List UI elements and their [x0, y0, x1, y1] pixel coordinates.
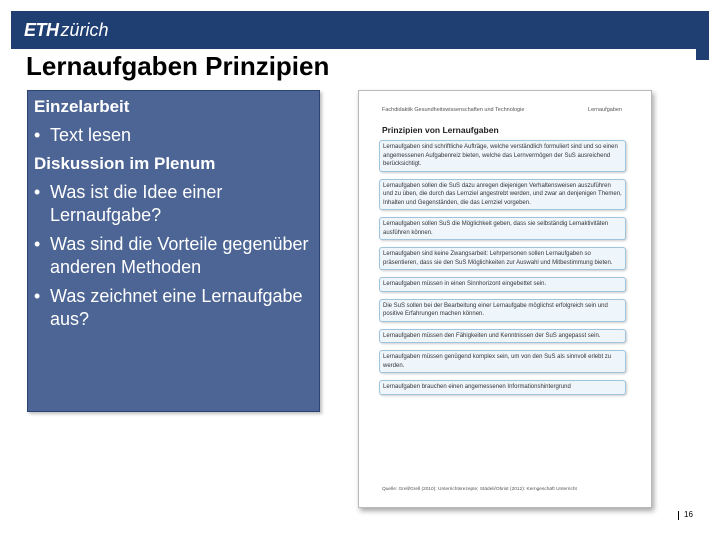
document-header-right: Lernaufgaben [588, 107, 622, 113]
principle-box: Lernaufgaben sind schriftliche Aufträge, welche verständlich formuliert sind und so einen angemessenen Aufgabenreiz bieten, welche das Lernvermögen der SuS ausreichend berücksichtigt. [379, 140, 626, 172]
principle-box: Lernaufgaben brauchen einen angemessenen Informationshintergrund [379, 380, 626, 395]
principle-box: Lernaufgaben sollen SuS die Möglichkeit geben, dass sie selbständig Lernaktivitäten ausführen können. [379, 217, 626, 240]
logo-eth-text: ETH [24, 20, 59, 40]
logo-zurich-text: zürich [60, 20, 109, 40]
principle-box: Lernaufgaben müssen den Fähigkeiten und Kenntnissen der SuS angepasst sein. [379, 329, 626, 344]
list-einzelarbeit [34, 124, 313, 147]
document-image [358, 90, 652, 508]
list-diskussion [34, 181, 313, 331]
principle-box: Lernaufgaben müssen genügend komplex sein, um von den SuS als sinnvoll erlebt zu werden. [379, 350, 626, 373]
list-item [34, 181, 313, 227]
page-number: 16 [684, 510, 693, 519]
list-item-text: Was zeichnet eine Lernaufgabe aus? [50, 286, 303, 329]
principle-box: Lernaufgaben müssen in einen Sinnhorizont eingebettet sein. [379, 277, 626, 292]
list-item-text: Was sind die Vorteile gegenüber anderen Methoden [50, 234, 309, 277]
document-principles [379, 140, 626, 402]
list-item-text: Was ist die Idee einer Lernaufgabe? [50, 182, 223, 225]
heading-diskussion: Diskussion im Plenum [34, 154, 216, 173]
list-item [34, 124, 313, 147]
principle-box: Die SuS sollen bei der Bearbeitung einer Lernaufgabe möglichst erfolgreich sein und positive Erfahrungen machen können. [379, 299, 626, 322]
list-item-text: Text lesen [50, 125, 132, 145]
bullet-icon: • [34, 125, 41, 145]
eth-logo [24, 18, 109, 42]
list-item [34, 233, 313, 279]
document-header [382, 107, 622, 113]
bullet-icon: • [34, 234, 41, 254]
bullet-icon: • [34, 286, 41, 306]
list-item [34, 285, 313, 331]
principle-box: Lernaufgaben sollen die SuS dazu anregen diejenigen Verhaltensweisen auszuführen und zu üben, die durch das Lernziel angestrebt werden, und zwar an denjenigen Themen, Inhalten und Gegenständen, die das Lernziel vorgeben. [379, 179, 626, 211]
heading-einzelarbeit: Einzelarbeit [34, 97, 130, 116]
task-panel [27, 90, 320, 412]
header-accent [696, 11, 709, 60]
document-title: Prinzipien von Lernaufgaben [382, 125, 499, 135]
document-source: Quelle: Grell/Grell (2010): Unterrichtsrezepte; Städeli/Obrist (2012): Kerngeschäft Unterricht [382, 487, 577, 492]
slide-title: Lernaufgaben Prinzipien [26, 51, 330, 81]
header-bar [11, 11, 709, 49]
document-header-left: Fachdidaktik Gesundheitswissenschaften und Technologie [382, 107, 525, 113]
principle-box: Lernaufgaben sind keine Zwangsarbeit: Lehrpersonen sollen Lernaufgaben so präsentieren, dass sie den SuS Möglichkeiten zur Auswahl und Mitbestimmung bieten. [379, 247, 626, 270]
bullet-icon: • [34, 182, 41, 202]
page-number-divider [678, 511, 679, 520]
